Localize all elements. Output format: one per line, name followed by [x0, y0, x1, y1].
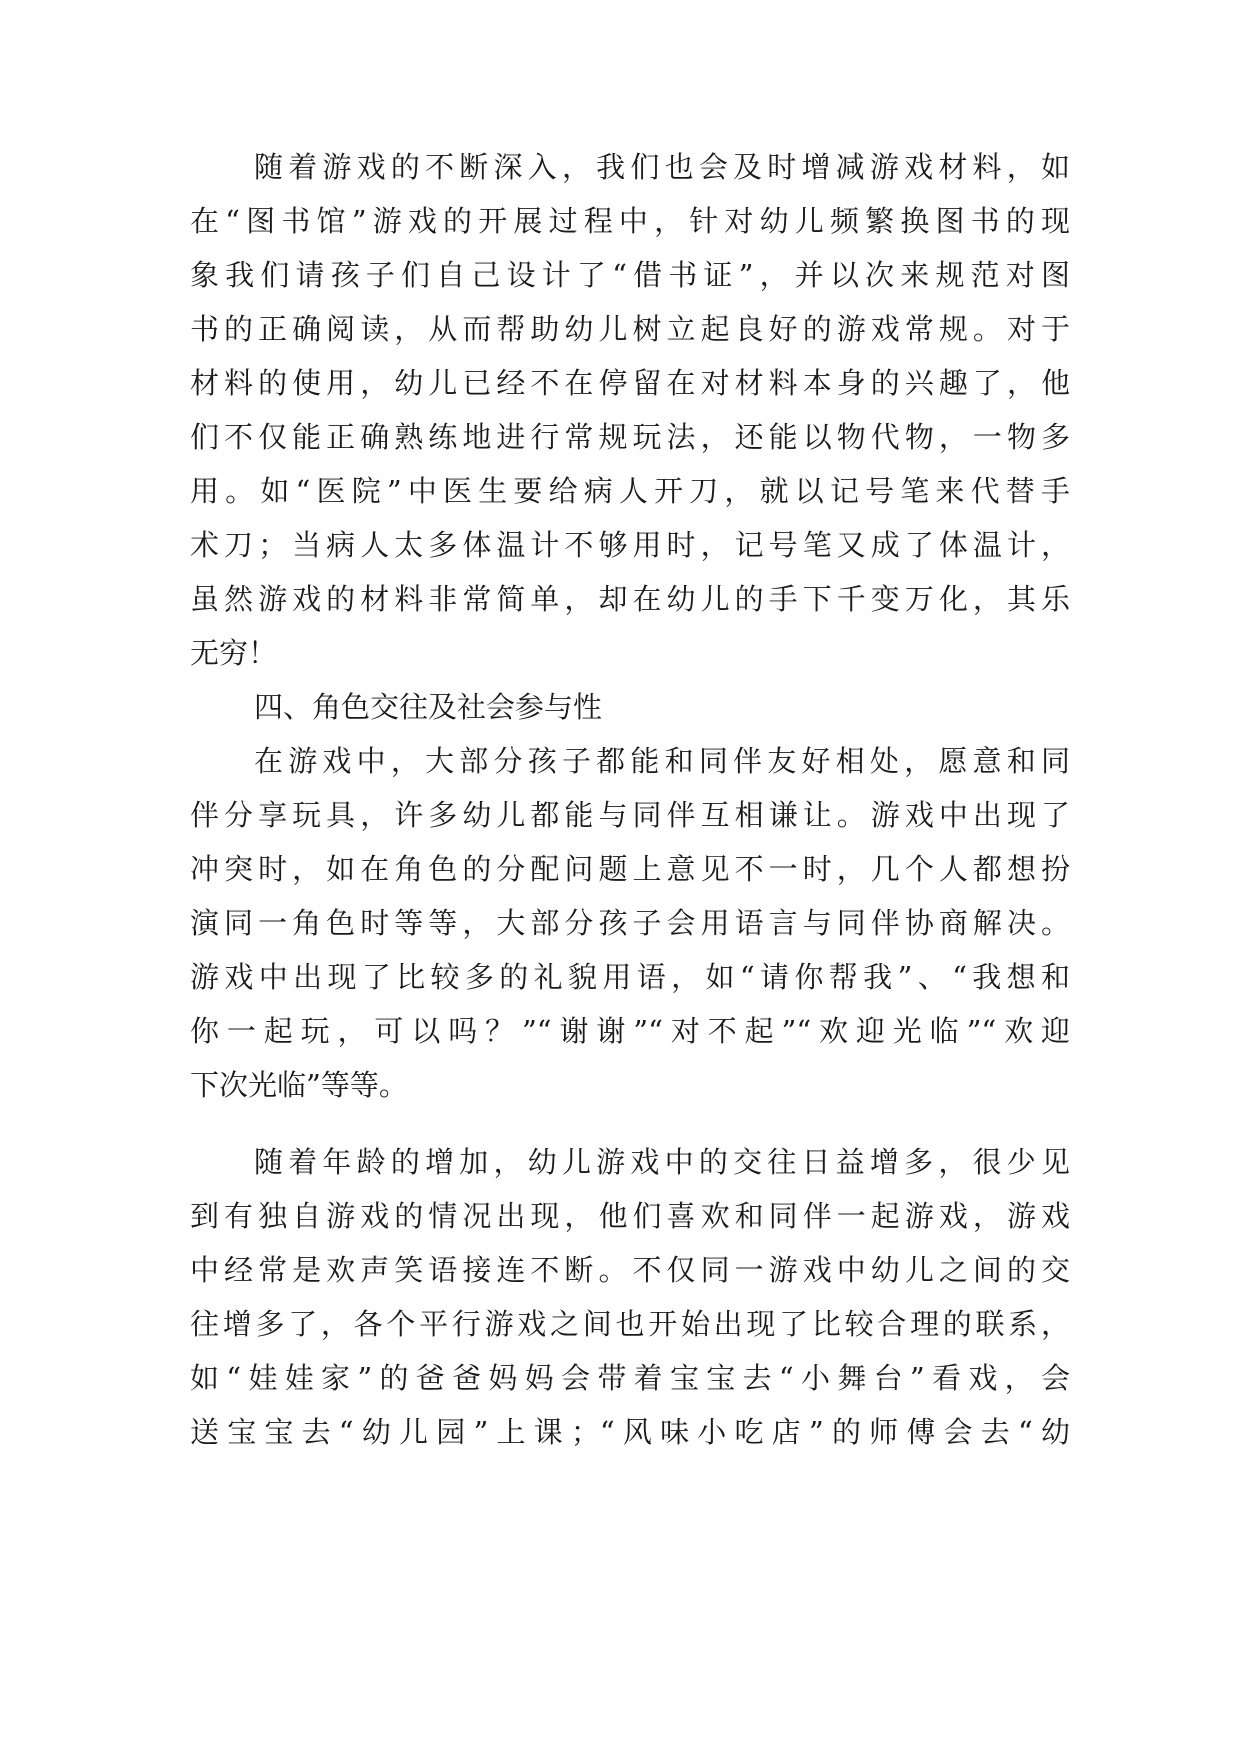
text-line: 冲突时，如在角色的分配问题上意见不一时，几个人都想扮 — [190, 852, 1070, 886]
text-line: 如“娃娃家”的爸爸妈妈会带着宝宝去“小舞台”看戏，会 — [190, 1361, 1070, 1395]
text-line: 演同一角色时等等，大部分孩子会用语言与同伴协商解决。 — [190, 906, 1070, 940]
text-line: 随着游戏的不断深入，我们也会及时增减游戏材料，如 — [254, 150, 1070, 184]
text-line: 中经常是欢声笑语接连不断。不仅同一游戏中幼儿之间的交 — [190, 1253, 1070, 1287]
text-line: 游戏中出现了比较多的礼貌用语，如“请你帮我”、“我想和 — [190, 960, 1070, 994]
text-line: 材料的使用，幼儿已经不在停留在对材料本身的兴趣了，他 — [190, 366, 1070, 400]
text-line: 在“图书馆”游戏的开展过程中，针对幼儿频繁换图书的现 — [190, 204, 1070, 238]
text-line: 送宝宝去“幼儿园”上课；“风味小吃店”的师傅会去“幼 — [190, 1415, 1070, 1449]
text-line: 往增多了，各个平行游戏之间也开始出现了比较合理的联系， — [190, 1307, 1070, 1341]
text-line: 术刀；当病人太多体温计不够用时，记号笔又成了体温计， — [190, 528, 1070, 562]
text-line: 在游戏中，大部分孩子都能和同伴友好相处，愿意和同 — [254, 744, 1070, 778]
text-line: 下次光临”等等。 — [190, 1068, 408, 1102]
text-line: 你一起玩，可以吗？”“谢谢”“对不起”“欢迎光临”“欢迎 — [190, 1014, 1070, 1048]
text-line: 们不仅能正确熟练地进行常规玩法，还能以物代物，一物多 — [190, 420, 1070, 454]
text-line: 用。如“医院”中医生要给病人开刀，就以记号笔来代替手 — [190, 474, 1070, 508]
text-line: 伴分享玩具，许多幼儿都能与同伴互相谦让。游戏中出现了 — [190, 798, 1070, 832]
text-line: 随着年龄的增加，幼儿游戏中的交往日益增多，很少见 — [254, 1145, 1070, 1179]
text-line: 无穷！ — [190, 636, 278, 670]
text-line: 象我们请孩子们自己设计了“借书证”，并以次来规范对图 — [190, 258, 1070, 292]
text-line: 书的正确阅读，从而帮助幼儿树立起良好的游戏常规。对于 — [190, 312, 1070, 346]
text-line: 到有独自游戏的情况出现，他们喜欢和同伴一起游戏，游戏 — [190, 1199, 1070, 1233]
section-heading: 四、角色交往及社会参与性 — [254, 690, 603, 724]
text-line: 虽然游戏的材料非常简单，却在幼儿的手下千变万化，其乐 — [190, 582, 1070, 616]
